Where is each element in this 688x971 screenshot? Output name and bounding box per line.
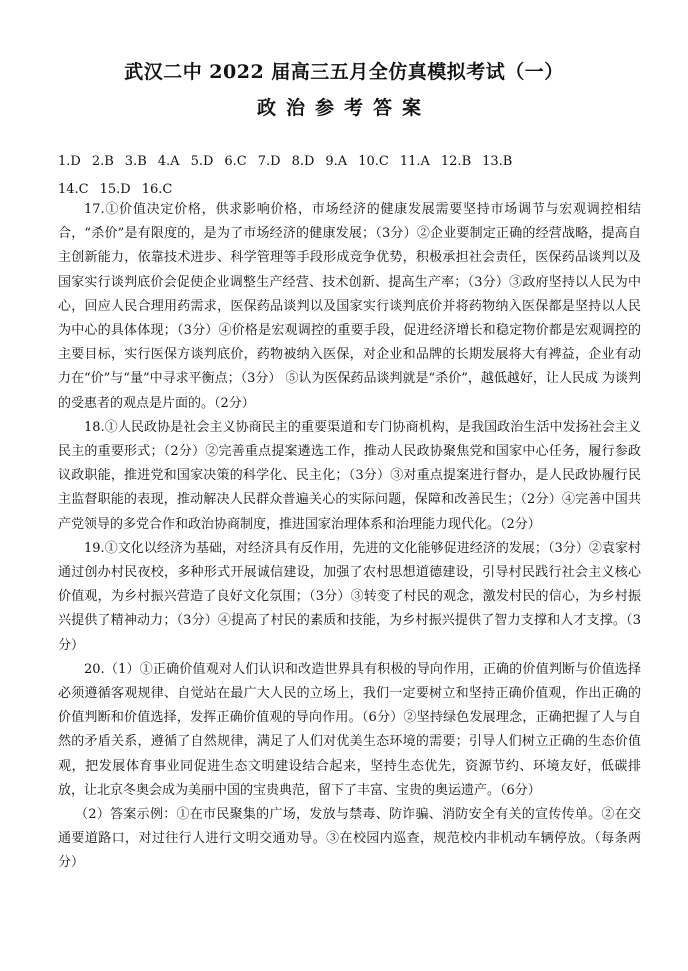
question-20-part2-answer: （2）答案示例：①在市民聚集的广场，发放与禁毒、防诈骗、消防安全有关的宣传传单。②在交通要道路口，对过往行人进行文明交通劝导。③在校园内巡查，规范校内非机动车辆停放。（每条两分） — [58, 807, 641, 871]
answer-key-heading: 政治参考答案 — [256, 97, 431, 119]
choice-answer: 15.D — [99, 182, 131, 197]
answer-body — [58, 198, 641, 876]
choice-answer: 2.B — [91, 154, 114, 169]
choice-answer: 1.D — [58, 154, 81, 169]
choice-answer: 13.B — [482, 154, 513, 169]
choice-answer: 3.B — [124, 154, 147, 169]
choice-answer: 9.A — [325, 154, 348, 169]
exam-title: 武汉二中 2022 届高三五月全仿真模拟考试（一） — [124, 61, 564, 83]
choice-answer: 4.A — [157, 154, 180, 169]
choice-answer: 10.C — [358, 154, 389, 169]
choice-answer: 14.C — [58, 182, 89, 197]
choice-answer: 11.A — [399, 154, 430, 169]
question-20-part1-answer: 20.（1）①正确价值观对人们认识和改造世界具有积极的导向作用，正确的价值判断与价值选择必须遵循客观规律、自觉站在最广大人民的立场上，我们一定要树立和坚持正确价值观，作出正确的价值判断和价值选择，发挥正确价值观的导向作用。（6分）②坚持绿色发展理念，正确把握了人与自然的矛盾关系，遵循了自然规律，满足了人们对优美生态环境的需要；引导人们树立正确的生态价值观，把发展体育事业同促进生态文明建设结合起来，坚持生态优先，资源节约、环境友好，低碳排放，让北京冬奥会成为美丽中国的宝贵典范，留下了丰富、宝贵的奥运遗产。（6分） — [58, 661, 641, 798]
multiple-choice-answers — [58, 148, 658, 204]
choice-answer: 16.C — [141, 182, 173, 197]
question-18-answer: 18.①人民政协是社会主义协商民主的重要渠道和专门协商机构，是我国政治生活中发扬社会主义民主的重要形式；（2分）②完善重点提案遴选工作，推动人民政协聚焦党和国家中心任务，履行参政议政职能，推进党和国家决策的科学化、民主化；（3分）③对重点提案进行督办，是人民政协履行民主监督职能的表现，推动解决人民群众普遍关心的实际问题，保障和改善民生；（2分）④完善中国共产党领导的多党合作和政治协商制度，推进国家治理体系和治理能力现代化。（2分） — [58, 419, 641, 532]
question-19-answer: 19.①文化以经济为基础，对经济具有反作用，先进的文化能够促进经济的发展；（3分）②袁家村通过创办村民夜校，多种形式开展诚信建设，加强了农村思想道德建设，引导村民践行社会主义核心价值观，为乡村振兴营造了良好文化氛围；（3分）③转变了村民的观念，激发村民的信心，为乡村振兴提供了精神动力；（3分）④提高了村民的素质和技能，为乡村振兴提供了智力支撑和人才支撑。（3分） — [58, 540, 641, 653]
choice-answer: 5.D — [190, 154, 214, 169]
choice-answer: 12.B — [440, 154, 472, 169]
question-17-answer: 17.①价值决定价格，供求影响价格，市场经济的健康发展需要坚持市场调节与宏观调控相结合，“杀价”是有限度的，是为了市场经济的健康发展；（3分）②企业要制定正确的经营战略，提高自主创新能力，依靠技术进步、科学管理等手段形成竞争优势，积极承担社会责任，医保药品谈判以及国家实行谈判底价会促使企业调整生产经营、技术创新、提高生产率；（3分）③政府坚持以人民为中心，回应人民合理用药需求，医保药品谈判以及国家实行谈判底价并将药物纳入医保都是坚持以人民为中心的具体体现；（3分）④价格是宏观调控的重要手段，促进经济增长和稳定物价都是宏观调控的主要目标，实行医保方谈判底价，药物被纳入医保，对企业和品牌的长期发展将大有裨益，企业有动力在“价”与“量”中寻求平衡点；（3分） ⑤认为医保药品谈判就是“杀价”，越低越好，让人民成 为谈判的受惠者的观点是片面的。（2分） — [58, 202, 641, 411]
choice-answer: 6.C — [224, 154, 247, 169]
choice-answer: 8.D — [291, 154, 315, 169]
choice-answer: 7.D — [257, 154, 281, 169]
